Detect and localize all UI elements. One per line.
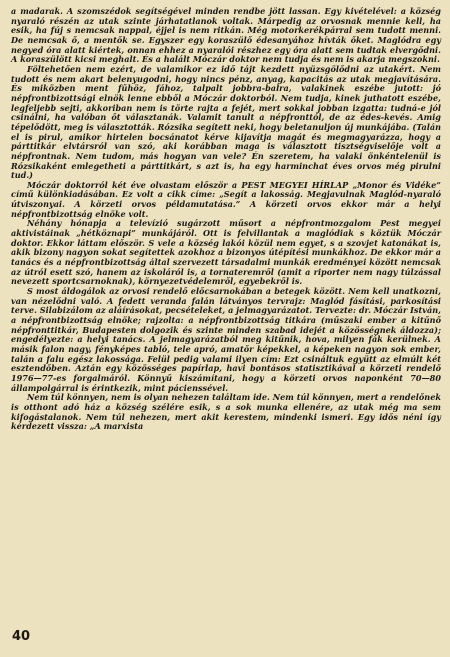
article-body bbox=[11, 7, 441, 432]
paragraph-4: Néhány hónapja a televízió sugárzott műsort a népfrontmozgalom Pest megyei aktivistáinak „hétköznapi” munkájáról. Ott is felvillantak a maglódiak s köztük Móczár doktor. Ekkor láttam először. S vele a község lakói közül nem egyet, s a szovjet katonákat is, akik bizony nagyon sokat segítettek azokhoz a bizonyos útépítési munkákhoz. De ekkor már a tanács és a népfrontbizottság által szervezett társadalmi munkák eredményei között nemcsak az útról esett szó, hanem az iskoláról is, a tornateremről (amit a riporter nem nagy túlzással nevezett sportcsarnoknak), környezetvédelemről, egyebekről is. bbox=[11, 218, 441, 287]
paragraph-5: S most áldogálok az orvosi rendelő előcsarnokában a betegek között. Nem kell unatkozni, van nézelődni való. A fedett veranda falán látványos tervrajz: Maglód fásítási, parkosítási terve. Silabizálom az aláírásokat, pecsételeket, a jelmagyarázatot. Tervezte: dr. Móczár István, a népfrontbizottság elnöke; rajzolta: a népfrontbizottság titkára (műszaki ember a kitűnő népfronttitkár, Budapesten dolgozik és szinte minden szabad idejét a közösségnek áldozza); engedélyezte: a helyi tanács. A jelmagyarázatból meg kitűnik, hova, milyen fák kerülnek. A másik falon nagy, fényképes tabló, tele apró, amatőr képekkel, a képeken nagyon sok ember, talán a falu egész lakossága. Felül pedig valami ilyen cím: Ezt csináltuk együtt az elmúlt két esztendőben. Aztán egy közösséges papírlap, havi bontásos statisztikával a körzeti rendelő 1976—77-es forgalmáról. Könnyű kiszámítani, hogy a körzeti orvos naponként 70—80 állampolgárral is érintkezik, mint pácienssével. bbox=[11, 286, 441, 393]
page-number: 40 bbox=[12, 629, 31, 644]
paragraph-6: Nem túl könnyen, nem is olyan nehezen találtam ide. Nem túl könnyen, mert a rendelőnek is otthont adó ház a község szélére esik, s a sok munka ellenére, az utak még ma sem kifogástalanok. Nem túl nehezen, mert akit kerestem, mindenki ismeri. Egy idős néni így kérdezett vissza: „A marxista bbox=[11, 392, 441, 432]
paragraph-3: Móczár doktorról két éve olvastam először a PEST MEGYEI HÍRLAP „Monor és Vidéke” című különkiadásában. Ez volt a cikk címe: „Segít a lakosság. Megjavulnak Maglód-nyaraló útviszonyai. A körzeti orvos példamutatása.” A körzeti orvos ekkor már a helyi népfrontbizottság elnöke volt. bbox=[11, 179, 441, 219]
paragraph-1: a madarak. A szomszédok segítségével minden rendbe jött lassan. Egy kivételével: a község nyaraló részén az utak szinte járhatatlanok voltak. Márpedig az orvosnak mennie kell, ha esik, ha fúj s nemcsak nappal, éjjel is nem ritkán. Még motorkerékpárral sem tudott menni. De nemcsak ő, a mentők se. Egyszer egy koraszülő édesanyához hívták őket. Maglódra egy negyed óra alatt kiértek, onnan ehhez a nyaralói részhez egy óra alatt sem tudtak elvergődni. A koraszülött kicsi meghalt. És a halált Móczár doktor nem tudja és nem is akarja megszokni. bbox=[11, 6, 441, 65]
paragraph-2: Föltehetően nem ezért, de valamikor ez idő tájt kezdett nyüzsgölődni az utakért. Nem tudott és nem akart belenyugodni, hogy nincs pénz, anyag, kapacitás az utak megjavítására. És miközben ment fűhöz, fához, talpalt jobbra-balra, valakinek eszébe jutott: jó népfrontbizottsági elnök lenne ebből a Móczár doktorból. Nem tudja, kinek juthatott eszébe, legfeljebb sejti, akkoriban nem is törte rajta a fejét, mert sokkal jobban izgatta: tudná-e jól csinálni, ha valóban őt választanák. Valamit tanult a népfronttól, de az édes-kevés. Amig tépelődött, meg is választották. Rózsika segített neki, hogy beletanuljon új munkájába. (Talán el is pirul, amikor hirtelen bocsánatot kérve kijavítja magát és megmagyarázza, hogy a párttitkár elvtársról van szó, aki korábban maga is választott tisztségviselője volt a népfrontnak. Nem tudom, más hogyan van vele? Én szeretem, ha valaki önkéntelenül is Rózsikaként emlegetheti a párttitkárt, s azt is, ha egy harminchat éves orvos még pirulni tud.) bbox=[11, 63, 441, 181]
